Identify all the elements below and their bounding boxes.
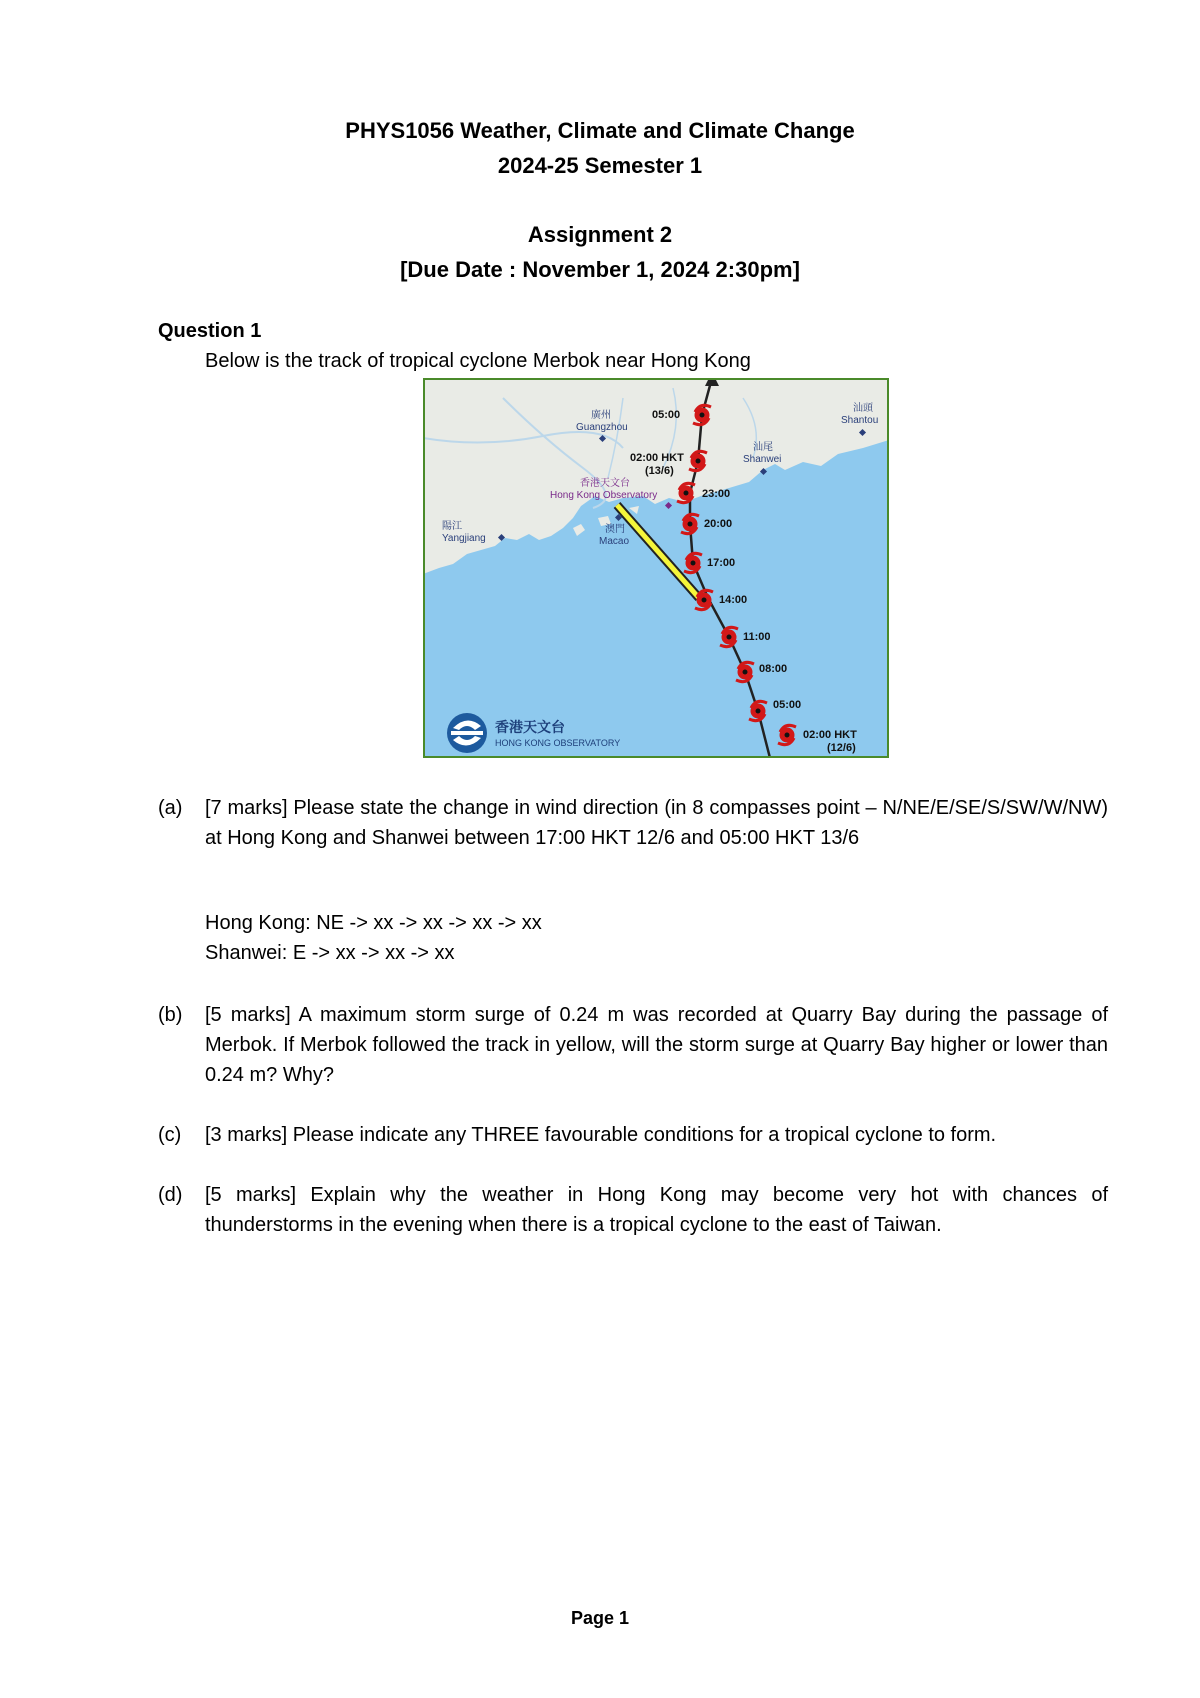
hko-label-en: Hong Kong Observatory	[550, 490, 658, 501]
time-label: 20:00	[704, 518, 733, 530]
part-a-label: (a)	[158, 797, 183, 819]
city-label: 澳門	[605, 524, 625, 535]
part-c	[158, 1120, 1108, 1152]
part-d-text: [5 marks] Explain why the weather in Hong Kong may become very hot with chances of thunderstorms in the evening when there is a tropical cyclone to the east of Taiwan.	[205, 1184, 1108, 1236]
part-b-text: [5 marks] A maximum storm surge of 0.24 m was recorded at Quarry Bay during the passage of Merbok. If Merbok followed the track in yellow, will the storm surge at Quarry Bay higher or lower than 0.24 m? Why?	[205, 1004, 1108, 1086]
part-a	[158, 793, 1108, 885]
time-label: 02:00 HKT	[803, 729, 857, 741]
logo-text-en: HONG KONG OBSERVATORY	[495, 738, 621, 748]
time-label: 17:00	[707, 557, 736, 569]
time-label: 11:00	[743, 631, 771, 643]
city-label: Shantou	[841, 415, 879, 426]
part-b	[158, 1000, 1108, 1092]
part-a-text: [7 marks] Please state the change in wind direction (in 8 compasses point – N/NE/E/SE/S/SW/W/NW) at Hong Kong and Shanwei between 17:00 HKT 12/6 and 05:00 HKT 13/6	[205, 797, 1108, 849]
city-label: Yangjiang	[442, 533, 486, 544]
time-label: 05:00	[773, 699, 802, 711]
answer-shanwei: Shanwei: E -> xx -> xx -> xx	[205, 942, 455, 964]
cyclone-track-map	[423, 378, 889, 758]
question-intro: Below is the track of tropical cyclone Merbok near Hong Kong	[205, 350, 751, 372]
time-label: 08:00	[759, 663, 788, 675]
city-label: 陽江	[442, 521, 462, 532]
semester: 2024-25 Semester 1	[497, 153, 703, 178]
city-label: 廣州	[591, 410, 611, 421]
page-number: Page 1	[570, 1608, 630, 1628]
due-date: [Due Date : November 1, 2024 2:30pm]	[400, 257, 800, 282]
question-heading: Question 1	[158, 320, 262, 342]
part-b-label: (b)	[158, 1004, 183, 1026]
time-label: 02:00 HKT	[630, 452, 684, 464]
part-d	[158, 1180, 1108, 1242]
hko-label-cn: 香港天文台	[580, 478, 630, 489]
part-d-label: (d)	[158, 1184, 183, 1206]
part-c-text: [3 marks] Please indicate any THREE favourable conditions for a tropical cyclone to form.	[205, 1124, 997, 1146]
part-c-label: (c)	[158, 1124, 182, 1146]
time-label: 05:00	[652, 409, 681, 421]
course-title: PHYS1056 Weather, Climate and Climate Change	[345, 118, 855, 143]
time-label: (13/6)	[645, 465, 674, 477]
time-label: 14:00	[719, 594, 748, 606]
assignment-title: Assignment 2	[527, 222, 673, 247]
time-label: 23:00	[702, 488, 731, 500]
city-label: Shanwei	[743, 454, 782, 465]
city-label: Macao	[599, 536, 630, 547]
logo-text-cn: 香港天文台	[495, 719, 565, 735]
city-label: 汕尾	[753, 442, 773, 453]
time-label: (12/6)	[827, 742, 856, 754]
answer-hong-kong: Hong Kong: NE -> xx -> xx -> xx -> xx	[205, 912, 542, 934]
city-label: Guangzhou	[576, 422, 628, 433]
city-label: 汕頭	[853, 403, 873, 414]
